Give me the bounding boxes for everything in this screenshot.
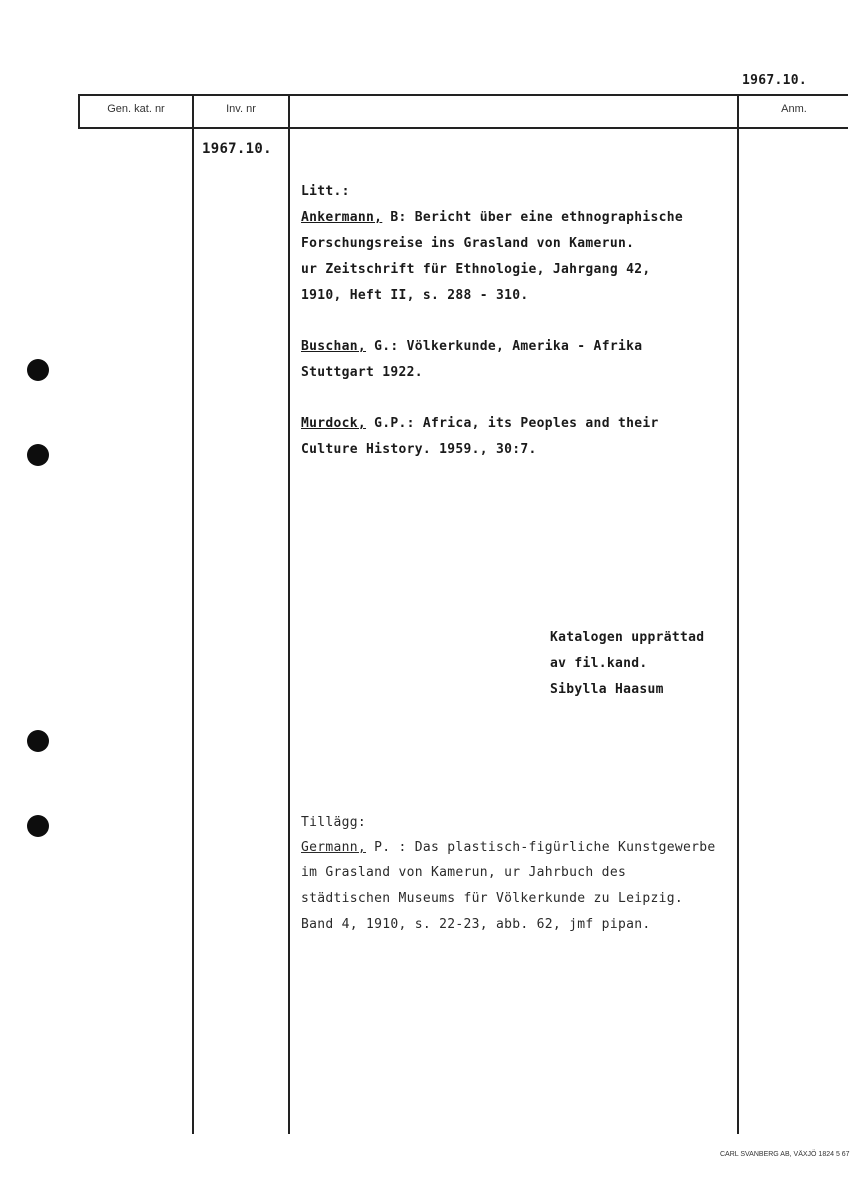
signature-name: Sibylla Haasum: [550, 682, 664, 697]
column-divider-1: [192, 94, 194, 1134]
signature-line-2: av fil.kand.: [550, 656, 648, 671]
column-divider-2: [288, 94, 290, 1134]
author-name: Murdock,: [301, 416, 367, 431]
column-divider-3: [737, 94, 739, 1134]
header-anm: Anm.: [781, 103, 807, 115]
punch-hole: [27, 730, 49, 752]
reference-text: G.P.: Africa, its Peoples and their: [366, 416, 659, 431]
addendum-line: im Grasland von Kamerun, ur Jahrbuch des: [301, 865, 627, 880]
punch-hole: [27, 815, 49, 837]
header-top-rule: [78, 94, 848, 96]
reference-line: 1910, Heft II, s. 288 - 310.: [301, 288, 529, 303]
reference-text: P. : Das plastisch-figürliche Kunstgewerbe: [366, 840, 716, 855]
punch-hole: [27, 359, 49, 381]
reference-line: Forschungsreise ins Grasland von Kamerun.: [301, 236, 635, 251]
author-name: Germann,: [301, 840, 367, 855]
printer-imprint: CARL SVANBERG AB, VÄXJÖ 1824 5 67: [720, 1151, 850, 1158]
header-gen-kat-nr: Gen. kat. nr: [107, 103, 165, 115]
author-name: Buschan,: [301, 339, 367, 354]
reference-line: Culture History. 1959., 30:7.: [301, 442, 537, 457]
reference-line: ur Zeitschrift für Ethnologie, Jahrgang 42,: [301, 262, 651, 277]
header-bottom-rule: [78, 127, 848, 129]
author-name: Ankermann,: [301, 210, 383, 225]
punch-hole: [27, 444, 49, 466]
reference-text: B: Bericht über eine ethnographische: [382, 210, 683, 225]
reference-text: G.: Völkerkunde, Amerika - Afrika: [366, 339, 643, 354]
reference-ankermann: [301, 210, 683, 225]
reference-murdock: [301, 416, 659, 431]
addendum-line: städtischen Museums für Völkerkunde zu Leipzig.: [301, 891, 683, 906]
inv-number: 1967.10.: [202, 141, 272, 157]
reference-buschan: [301, 339, 642, 354]
litt-heading: Litt.:: [301, 184, 350, 199]
addendum-heading: Tillägg:: [301, 815, 367, 830]
top-catalog-number: 1967.10.: [742, 73, 808, 88]
signature-line-1: Katalogen upprättad: [550, 630, 705, 645]
reference-line: Stuttgart 1922.: [301, 365, 423, 380]
addendum-line: Band 4, 1910, s. 22-23, abb. 62, jmf pipan.: [301, 917, 651, 932]
header-inv-nr: Inv. nr: [226, 103, 256, 115]
addendum-reference-germann: [301, 840, 715, 855]
